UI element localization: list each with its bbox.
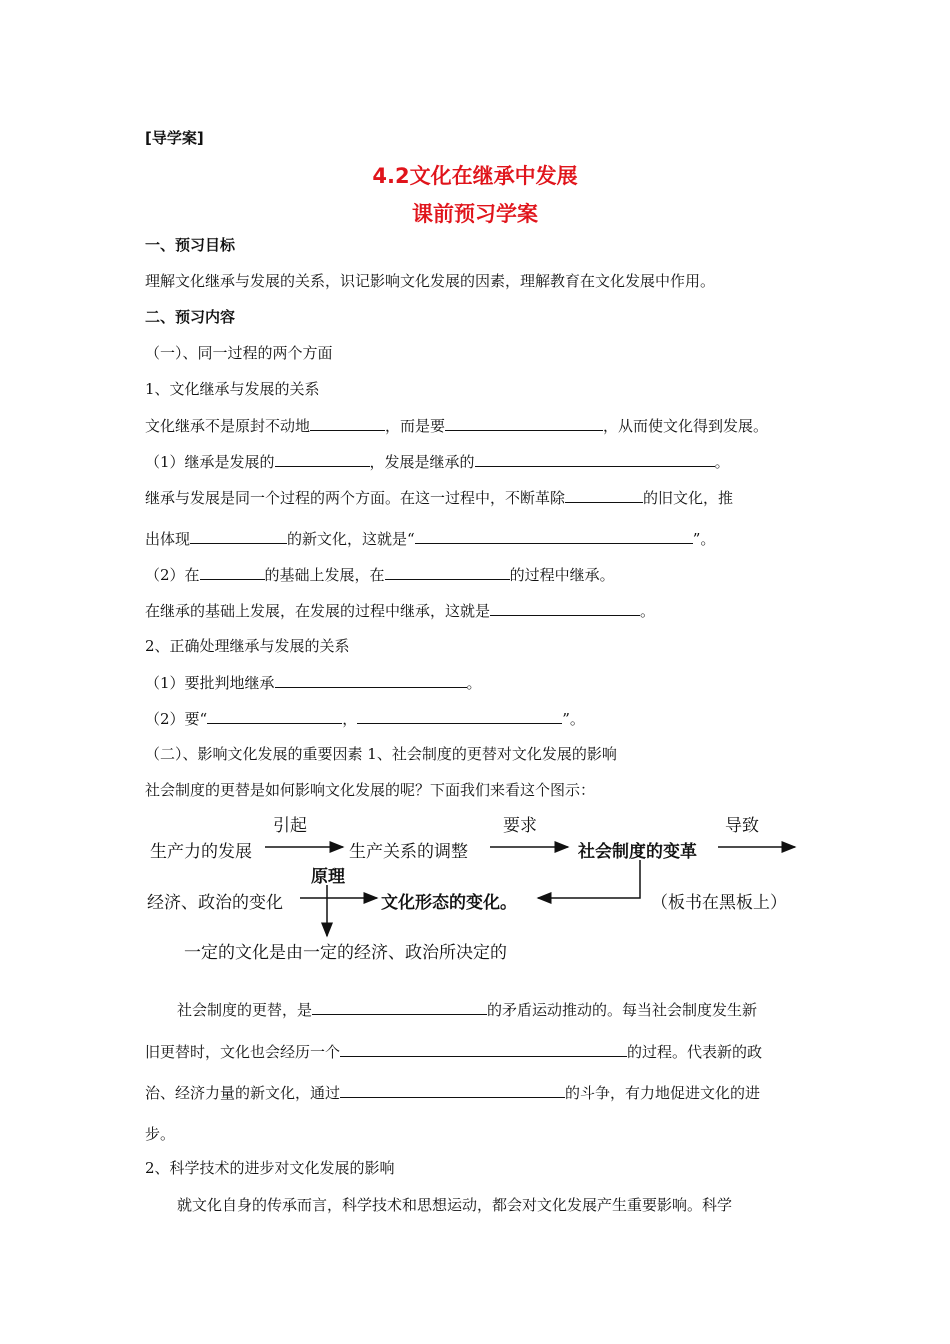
part1-heading: （一）、同一过程的两个方面: [145, 344, 333, 362]
fill-line-2: （1）继承是发展的 ，发展是继承的 。: [145, 453, 730, 471]
para1-line4: 步。: [145, 1125, 176, 1143]
part2-heading: （二）、影响文化发展的重要因素 1、社会制度的更替对文化发展的影响: [145, 745, 617, 763]
blank[interactable]: [190, 528, 287, 544]
header-tag: [导学案]: [145, 129, 204, 147]
blank[interactable]: [385, 564, 510, 580]
label-principle: 原理: [311, 867, 345, 887]
blank[interactable]: [565, 487, 643, 503]
section1-heading: 一、预习目标: [145, 236, 236, 254]
fill-line-4: 出体现 的新文化，这就是“ ”。: [145, 530, 716, 548]
blank[interactable]: [275, 451, 370, 467]
node-economy-politics: 经济、政治的变化: [147, 893, 283, 913]
fill-line-6: 在继承的基础上发展，在发展的过程中继承，这就是 。: [145, 602, 656, 620]
diagram-conclusion: 一定的文化是由一定的经济、政治所决定的: [184, 943, 507, 963]
arrow-system-to-culture: [538, 860, 640, 898]
blank[interactable]: [207, 708, 342, 724]
item3-heading: 2、科学技术的进步对文化发展的影响: [145, 1159, 395, 1177]
item1-heading: 1、文化继承与发展的关系: [145, 380, 320, 398]
blank[interactable]: [312, 999, 487, 1015]
section2-heading: 二、预习内容: [145, 308, 236, 326]
page-subtitle: 课前预习学案: [412, 202, 538, 226]
diagram-intro: 社会制度的更替是如何影响文化发展的呢？下面我们来看这个图示：: [145, 781, 596, 799]
blank[interactable]: [415, 528, 693, 544]
blank[interactable]: [445, 415, 603, 431]
blank[interactable]: [275, 672, 467, 688]
note-blackboard: （板书在黑板上）: [651, 893, 787, 913]
node-relations: 生产关系的调整: [349, 842, 468, 862]
fill-line-8: （2）要“ ， ”。: [145, 710, 585, 728]
para1-line2: 旧更替时，文化也会经历一个 的过程。代表新的政: [145, 1043, 763, 1061]
blank[interactable]: [357, 708, 562, 724]
node-culture-change: 文化形态的变化。: [381, 893, 517, 913]
label-cause: 引起: [273, 816, 307, 836]
label-lead: 导致: [725, 816, 759, 836]
para2: 就文化自身的传承而言，科学技术和思想运动，都会对文化发展产生重要影响。科学: [177, 1196, 733, 1214]
blank[interactable]: [310, 415, 385, 431]
item2-heading: 2、正确处理继承与发展的关系: [145, 637, 350, 655]
blank[interactable]: [475, 451, 715, 467]
fill-line-5: （2）在 的基础上发展，在 的过程中继承。: [145, 566, 615, 584]
node-productivity: 生产力的发展: [150, 842, 252, 862]
fill-line-7: （1）要批判地继承 。: [145, 674, 482, 692]
blank[interactable]: [490, 600, 640, 616]
para1-line3: 治、经济力量的新文化，通过 的斗争，有力地促进文化的进: [145, 1084, 761, 1102]
blank[interactable]: [340, 1082, 565, 1098]
section1-text: 理解文化继承与发展的关系，识记影响文化发展的因素，理解教育在文化发展中作用。: [145, 272, 716, 290]
fill-line-1: 文化继承不是原封不动地 ，而是要 ，从而使文化得到发展。: [145, 417, 769, 435]
node-system-change: 社会制度的变革: [578, 842, 697, 862]
blank[interactable]: [200, 564, 265, 580]
fill-line-3: 继承与发展是同一个过程的两个方面。在这一过程中，不断革除 的旧文化，推: [145, 489, 734, 507]
blank[interactable]: [340, 1041, 627, 1057]
para1-line1: 社会制度的更替，是 的矛盾运动推动的。每当社会制度发生新: [177, 1001, 758, 1019]
label-require: 要求: [503, 816, 537, 836]
page-title: 4.2文化在继承中发展: [372, 164, 578, 188]
